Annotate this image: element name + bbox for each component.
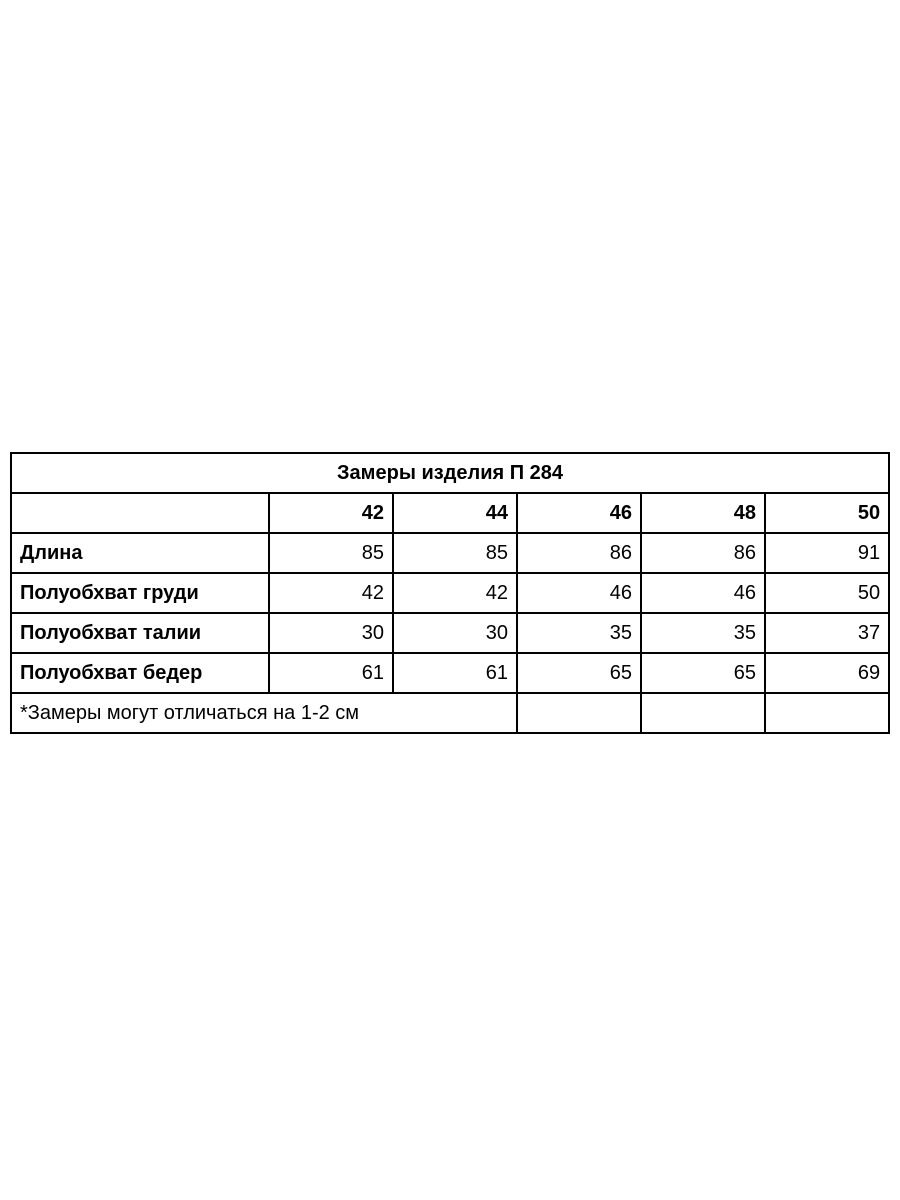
header-corner-cell xyxy=(11,493,269,533)
cell-chest-42: 42 xyxy=(269,573,393,613)
note-filler-cell xyxy=(641,693,765,733)
table-row xyxy=(11,533,889,573)
measurements-table xyxy=(10,452,890,734)
cell-length-50: 91 xyxy=(765,533,889,573)
table-title-row xyxy=(11,453,889,493)
cell-hips-42: 61 xyxy=(269,653,393,693)
table-header-row xyxy=(11,493,889,533)
row-label-waist: Полуобхват талии xyxy=(11,613,269,653)
note-filler-cell xyxy=(765,693,889,733)
cell-length-48: 86 xyxy=(641,533,765,573)
note-filler-cell xyxy=(517,693,641,733)
cell-chest-46: 46 xyxy=(517,573,641,613)
measurement-note: *Замеры могут отличаться на 1-2 см xyxy=(11,693,517,733)
row-label-length: Длина xyxy=(11,533,269,573)
cell-waist-48: 35 xyxy=(641,613,765,653)
header-size-42: 42 xyxy=(269,493,393,533)
cell-length-44: 85 xyxy=(393,533,517,573)
size-chart-container xyxy=(10,452,890,734)
cell-hips-50: 69 xyxy=(765,653,889,693)
header-size-50: 50 xyxy=(765,493,889,533)
cell-length-46: 86 xyxy=(517,533,641,573)
table-row xyxy=(11,573,889,613)
cell-waist-44: 30 xyxy=(393,613,517,653)
header-size-46: 46 xyxy=(517,493,641,533)
cell-hips-48: 65 xyxy=(641,653,765,693)
header-size-44: 44 xyxy=(393,493,517,533)
cell-waist-42: 30 xyxy=(269,613,393,653)
row-label-hips: Полуобхват бедер xyxy=(11,653,269,693)
row-label-chest: Полуобхват груди xyxy=(11,573,269,613)
table-row xyxy=(11,653,889,693)
cell-chest-44: 42 xyxy=(393,573,517,613)
cell-hips-46: 65 xyxy=(517,653,641,693)
cell-waist-50: 37 xyxy=(765,613,889,653)
table-row xyxy=(11,613,889,653)
cell-waist-46: 35 xyxy=(517,613,641,653)
table-note-row xyxy=(11,693,889,733)
cell-chest-50: 50 xyxy=(765,573,889,613)
cell-length-42: 85 xyxy=(269,533,393,573)
cell-chest-48: 46 xyxy=(641,573,765,613)
header-size-48: 48 xyxy=(641,493,765,533)
cell-hips-44: 61 xyxy=(393,653,517,693)
table-title: Замеры изделия П 284 xyxy=(11,453,889,493)
